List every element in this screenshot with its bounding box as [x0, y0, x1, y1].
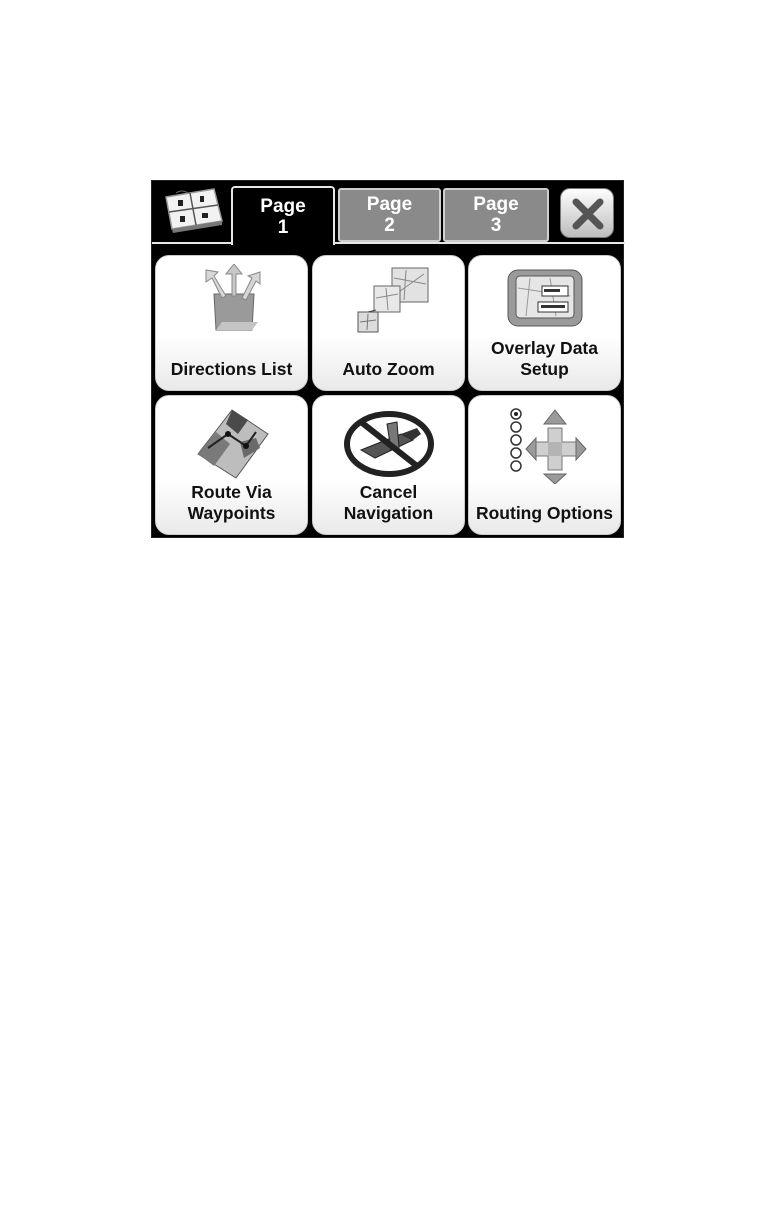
cancel-navigation-button[interactable] — [312, 395, 465, 535]
auto-zoom-label: Auto Zoom — [342, 359, 435, 379]
close-button[interactable] — [560, 188, 614, 238]
directions-list-button[interactable] — [155, 255, 308, 391]
tab-page-1-label: Page — [260, 195, 306, 217]
overlay-data-setup-label-line2: Setup — [520, 359, 569, 379]
tab-page-2-number: 2 — [384, 215, 395, 236]
folder-arrows-icon — [192, 264, 272, 336]
tab-page-1-number: 1 — [277, 216, 289, 238]
overlay-data-setup-button[interactable] — [468, 255, 621, 391]
close-icon — [569, 195, 607, 233]
gps-device-icon — [500, 264, 590, 334]
tab-page-3[interactable] — [443, 188, 549, 242]
map-route-icon — [190, 404, 274, 480]
tab-page-2[interactable] — [338, 188, 441, 242]
options-arrows-icon — [490, 404, 600, 484]
route-via-waypoints-label-line1: Route Via — [191, 482, 272, 502]
tab-page-3-number: 3 — [490, 215, 502, 236]
no-navigation-icon — [341, 404, 437, 480]
routing-options-label: Routing Options — [475, 503, 614, 523]
route-via-waypoints-button[interactable] — [155, 395, 308, 535]
route-via-waypoints-label-line2: Waypoints — [187, 503, 276, 523]
auto-zoom-button[interactable] — [312, 255, 465, 391]
tab-bar-divider — [152, 242, 625, 244]
overlay-data-setup-label-line1: Overlay Data — [490, 338, 598, 358]
main-menu-map-icon[interactable] — [162, 187, 226, 233]
routing-options-button[interactable] — [468, 395, 621, 535]
tab-page-2-label: Page — [366, 194, 413, 215]
cancel-navigation-label-line1: Cancel — [359, 482, 418, 502]
tab-bar — [152, 181, 625, 245]
directions-list-label: Directions List — [170, 359, 293, 379]
zoom-maps-icon — [334, 264, 444, 340]
tab-page-1[interactable] — [231, 186, 335, 245]
tab-page-3-label: Page — [473, 194, 519, 215]
navigation-menu-screen — [151, 180, 624, 538]
cancel-navigation-label-line2: Navigation — [343, 503, 434, 523]
